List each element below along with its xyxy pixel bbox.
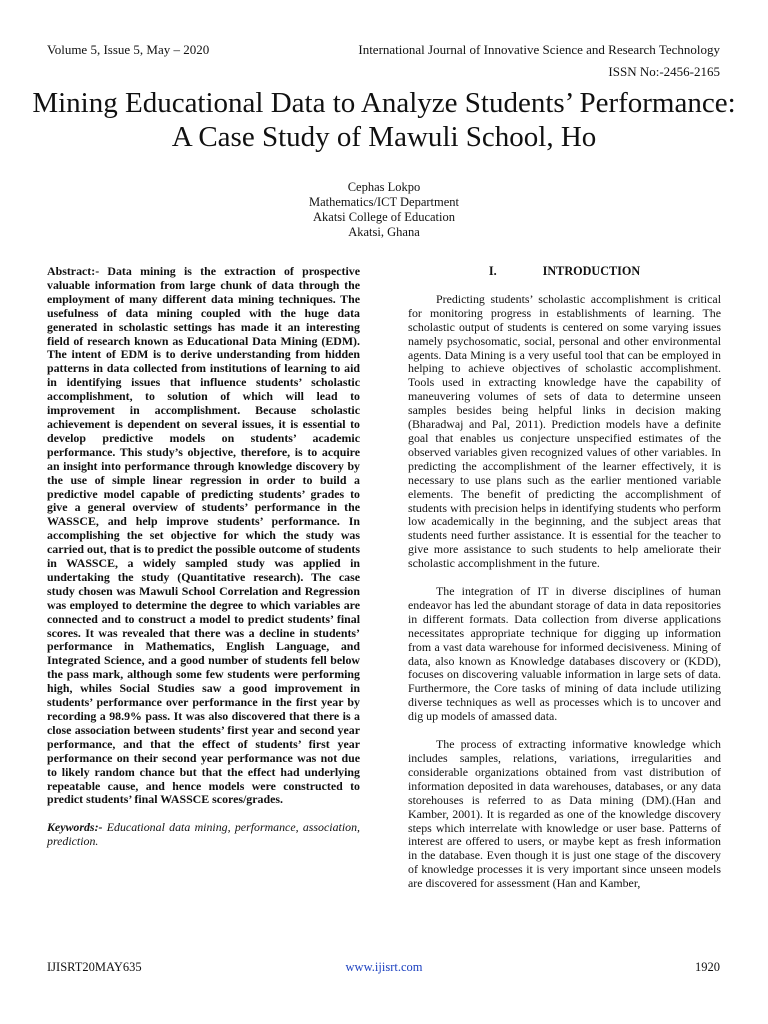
left-column: [47, 265, 360, 849]
author-location: Akatsi, Ghana: [348, 225, 420, 239]
intro-paragraph: Predicting students’ scholastic accomplishment is critical for monitoring progress in establishments of learning. The scholastic output of students is centered on some varying issues namely psychosomatic, social, personal and other environmental agents. Data Mining is a very useful tool that can be employed in helping to achieve objectives of scholastic accomplishment. Tools used in extracting knowledge have the capability of maneuvering volumes of sets of data to determine unseen samples besides being helpful links in decision making (Bharadwaj and Pal, 2011). Prediction models have a definite goal that enables us conjecture unspecified estimates of the observed variables given recognized values of other variables. In predicting the accomplishment of the learner effectively, it is necessary to use plans such as the earlier mentioned variable elements. The benefit of predicting the accomplishment of students with precision helps in identifying students who perform low academically in the beginning, and the subject areas that students need further assistance. It is essential for the teacher to give more assistance to such students to help ameliorate their scholastic accomplishment in the future.: [408, 291, 721, 571]
footer-code: IJISRT20MAY635: [47, 960, 142, 974]
header-journal: International Journal of Innovative Science and Research Technology: [358, 42, 720, 57]
header-issn: ISSN No:-2456-2165: [608, 64, 720, 79]
right-column: [408, 265, 721, 905]
footer-page-number: 1920: [695, 960, 720, 974]
author-institution: Akatsi College of Education: [313, 210, 455, 224]
author-department: Mathematics/ICT Department: [308, 195, 460, 209]
section-title: INTRODUCTION: [542, 264, 641, 278]
keywords: [47, 821, 360, 849]
section-number: I.: [488, 264, 497, 278]
footer-website-link[interactable]: www.ijisrt.com: [345, 960, 423, 974]
paper-title: Mining Educational Data to Analyze Students’ Performance: A Case Study of Mawuli School, Ho: [32, 87, 736, 153]
intro-paragraph: The process of extracting informative knowledge which includes samples, relations, variations, irregularities and considerable organizations obtained from vast distribution of information deposited in data warehouses, databases, or any data storehouses is referred to as Data mining (DM).(Han and Kamber, 2001). It is regarded as one of the knowledge discovery steps which interrelate with knowledge or user base. Patterns of interest are offered to users, or maybe kept as fresh information in the database. Even though it is just one stage of the discovery of knowledge processes it is very important since unseen models are discovered for assessment (Han and Kamber,: [408, 737, 721, 891]
keywords-label: Keywords:-: [47, 820, 103, 835]
section-heading: [408, 265, 721, 279]
intro-paragraph: The integration of IT in diverse disciplines of human endeavor has led the abundant storage of data in data repositories in different formats. Data collection from diverse applications necessitates appropriate technique for digging up information from a vast data warehouse for informed decisiveness. Mining of data, also known as Knowledge databases discovery or (KDD), focuses on discovering valuable information in large sets of data. Furthermore, the Core tasks of mining of data include utilizing diverse techniques as well as processes which is to uncover and dig up models of amassed data.: [408, 584, 721, 724]
keywords-text: Educational data mining, performance, association, prediction.: [47, 820, 360, 849]
author-block: [0, 180, 768, 240]
author-name: Cephas Lokpo: [347, 180, 421, 194]
header-volume: Volume 5, Issue 5, May – 2020: [47, 42, 210, 57]
abstract: Abstract:- Data mining is the extraction of prospective valuable information from large chunk of data through the employment of many different data mining techniques. The usefulness of data mining coupled with the huge data generated in scholastic settings has made it an interesting field of research known as Educational Data Mining (EDM). The intent of EDM is to derive understanding from hidden patterns in data collected from institutions of learning to aid in identifying issues that influence students’ scholastic accomplishment, to solution of which will lead to improvement in accomplishment. Because scholastic achievement is dependent on several issues, it is essential to develop predictive models on students’ academic performance. This study’s objective, therefore, is to acquire an insight into performance through knowledge discovery by the use of simple linear regression in order to build a predictive model capable of predicting students’ grades to give a general overview of students’ performance in the WASSCE, and help improve students’ performance. In accomplishing the set objective for which the study was carried out, that is to predict the possible outcome of students in WASSCE, a widely sampled study was applied in undertaking the study (Quantitative research). The case study chosen was Mawuli School Correlation and Regression was employed to determine the degree to which variables are connected and to construct a model to predict students’ final scores. It was revealed that there was a decline in students’ performance in Mathematics, English Language, and Integrated Science, and a good number of students fell below the pass mark, although some few students were performing high, whiles Social Studies saw a good improvement in students’ performance over performance in the first year by recording a 98.9% pass. It was also discovered that there is a close association between students’ first year and second year performance, and that the effect of students’ first year performance on their second year performance was not due to likely random chance but that the effect had underlying repeatable cause, and hence models were constructed to predict students’ final WASSCE scores/grades.: [47, 264, 360, 807]
